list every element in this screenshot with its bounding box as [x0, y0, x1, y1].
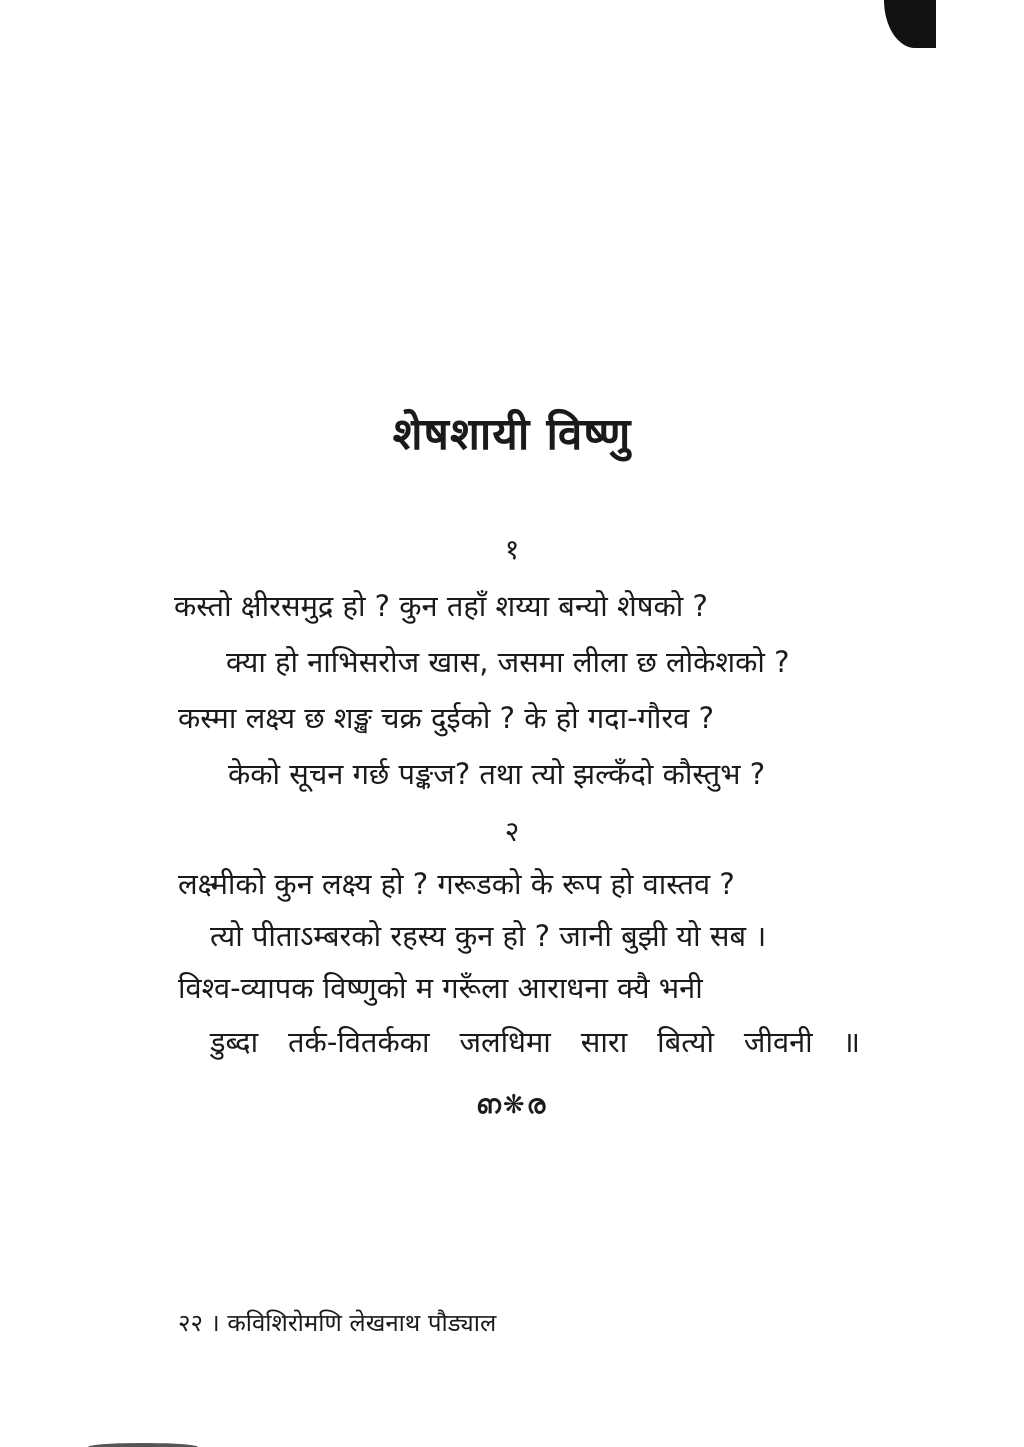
page-edge-smudge: [88, 1443, 198, 1447]
poem-title: शेषशायी विष्णु: [392, 409, 632, 460]
stanza-number-1: १: [504, 533, 520, 566]
stanza-1-line-2: क्या हो नाभिसरोज खास, जसमा लीला छ लोकेशको ?: [226, 645, 790, 679]
stanza-2-line-1: लक्ष्मीको कुन लक्ष्य हो ? गरूडको के रूप हो वास्तव ?: [178, 867, 735, 901]
ornament-divider: ഩ❋ര: [476, 1090, 548, 1120]
page-footer: २२ । कविशिरोमणि लेखनाथ पौड्याल: [178, 1309, 497, 1337]
stanza-1-line-3: कस्मा लक्ष्य छ शङ्ख चक्र दुईको ? के हो गदा-गौरव ?: [178, 701, 714, 735]
stanza-2-line-2: त्यो पीताऽम्बरको रहस्य कुन हो ? जानी बुझी यो सब ।: [210, 919, 767, 953]
page-corner-shadow: [884, 0, 936, 48]
stanza-2-line-3: विश्व-व्यापक विष्णुको म गरूँला आराधना क्यै भनी: [178, 971, 703, 1005]
stanza-1-line-1: कस्तो क्षीरसमुद्र हो ? कुन तहाँ शय्या बन्यो शेषको ?: [174, 589, 708, 623]
stanza-number-2: २: [504, 815, 520, 848]
stanza-2-line-4: डुब्दा तर्क-वितर्कका जलधिमा सारा बित्यो जीवनी ॥: [210, 1025, 860, 1059]
stanza-1-line-4: केको सूचन गर्छ पङ्कज? तथा त्यो झल्कँदो कौस्तुभ ?: [228, 757, 766, 791]
